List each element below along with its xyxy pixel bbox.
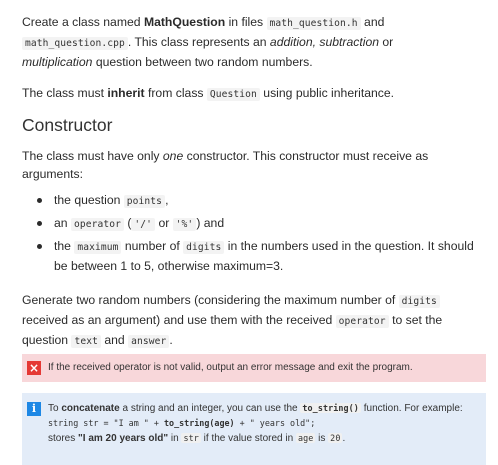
intro-text: . This class represents an: [127, 35, 270, 49]
inherit-text: from class: [144, 86, 207, 100]
inherit-paragraph: [22, 84, 484, 104]
intro-text: or: [379, 35, 394, 49]
divide-operator-code: '/': [131, 218, 155, 231]
info-text: if the value stored in: [200, 433, 296, 444]
constructor-heading: Constructor: [22, 115, 113, 135]
bullet-text: the: [54, 239, 75, 253]
generate-text: received as an argument) and use them with the received: [22, 313, 336, 327]
operator-code: operator: [336, 315, 389, 328]
info-text: in: [168, 433, 182, 444]
argument-list: [22, 191, 484, 275]
inherit-text: using public inheritance.: [259, 86, 395, 100]
constructor-text: The class must have only: [22, 149, 163, 163]
maximum-code: maximum: [74, 241, 121, 254]
intro-text: and: [360, 15, 385, 29]
inherit-bold: inherit: [107, 86, 145, 100]
str-code: str: [183, 433, 199, 443]
operator-code: operator: [71, 218, 124, 231]
text-code: text: [71, 335, 101, 348]
digits-code: digits: [183, 241, 224, 254]
info-alert: [22, 393, 486, 465]
info-text: To: [48, 403, 62, 414]
to-string-code: to_string(): [302, 403, 359, 413]
info-body: [48, 401, 478, 446]
source-file-code: math_question.cpp: [22, 37, 128, 50]
code-sample-call: to_string(age): [163, 418, 235, 428]
modulo-operator-code: '%': [173, 218, 197, 231]
list-item: [22, 237, 484, 275]
age-code: age: [297, 433, 314, 443]
close-x-icon: ×: [28, 361, 40, 375]
code-sample-text: string str = "I am " +: [48, 418, 164, 428]
info-text: .: [342, 433, 346, 444]
concatenate-bold: concatenate: [61, 403, 120, 414]
answer-code: answer: [128, 335, 169, 348]
bullet-icon: [37, 244, 42, 249]
generate-paragraph: [22, 291, 484, 351]
bullet-text: ,: [165, 193, 169, 207]
assignment-content: [22, 13, 484, 351]
bullet-text: ) and: [196, 216, 225, 230]
info-line: [48, 431, 478, 446]
code-sample-text: + " years old";: [234, 418, 316, 428]
error-message: If the received operator is not valid, output an error message and exit the program.: [48, 362, 413, 373]
generate-text: and: [100, 333, 129, 347]
bullet-text: in the numbers used in the question. It should be between 1 to 5, otherwise maximum=3.: [54, 239, 474, 273]
class-name: MathQuestion: [143, 15, 226, 29]
info-icon: i: [27, 402, 41, 416]
constructor-text: constructor. This constructor must receive as arguments:: [22, 149, 429, 181]
bullet-text: number of: [121, 239, 184, 253]
bullet-text: the question: [54, 193, 124, 207]
generate-text: to set the question: [22, 313, 443, 347]
error-alert: [22, 354, 486, 382]
inherit-text: The class must: [22, 86, 108, 100]
intro-text: in files: [225, 15, 267, 29]
result-bold: "I am 20 years old": [78, 433, 169, 444]
operation-types-emphasis: addition, subtraction: [269, 35, 380, 49]
header-file-code: math_question.h: [267, 17, 361, 30]
intro-text: Create a class named: [22, 15, 144, 29]
points-code: points: [124, 195, 165, 208]
one-emphasis: one: [162, 149, 184, 163]
base-class-code: Question: [207, 88, 260, 101]
bullet-text: an: [54, 216, 71, 230]
list-item: [22, 191, 484, 211]
value-code: 20: [330, 433, 341, 443]
code-sample: [48, 416, 478, 431]
bullet-text: or: [155, 216, 173, 230]
generate-text: .: [169, 333, 173, 347]
intro-paragraph: [22, 13, 484, 71]
info-line: [48, 401, 478, 416]
list-item: [22, 214, 484, 234]
digits-code: digits: [399, 295, 440, 308]
bullet-text: (: [123, 216, 132, 230]
info-text: function. For example:: [360, 403, 463, 414]
constructor-paragraph: [22, 147, 484, 183]
multiplication-emphasis: multiplication: [22, 55, 93, 69]
info-text: stores: [48, 433, 79, 444]
intro-text: question between two random numbers.: [92, 55, 313, 69]
bullet-icon: [37, 221, 42, 226]
info-text: a string and an integer, you can use the: [119, 403, 301, 414]
info-text: is: [315, 433, 329, 444]
bullet-icon: [37, 198, 42, 203]
generate-text: Generate two random numbers (considering the maximum number of: [22, 293, 399, 307]
